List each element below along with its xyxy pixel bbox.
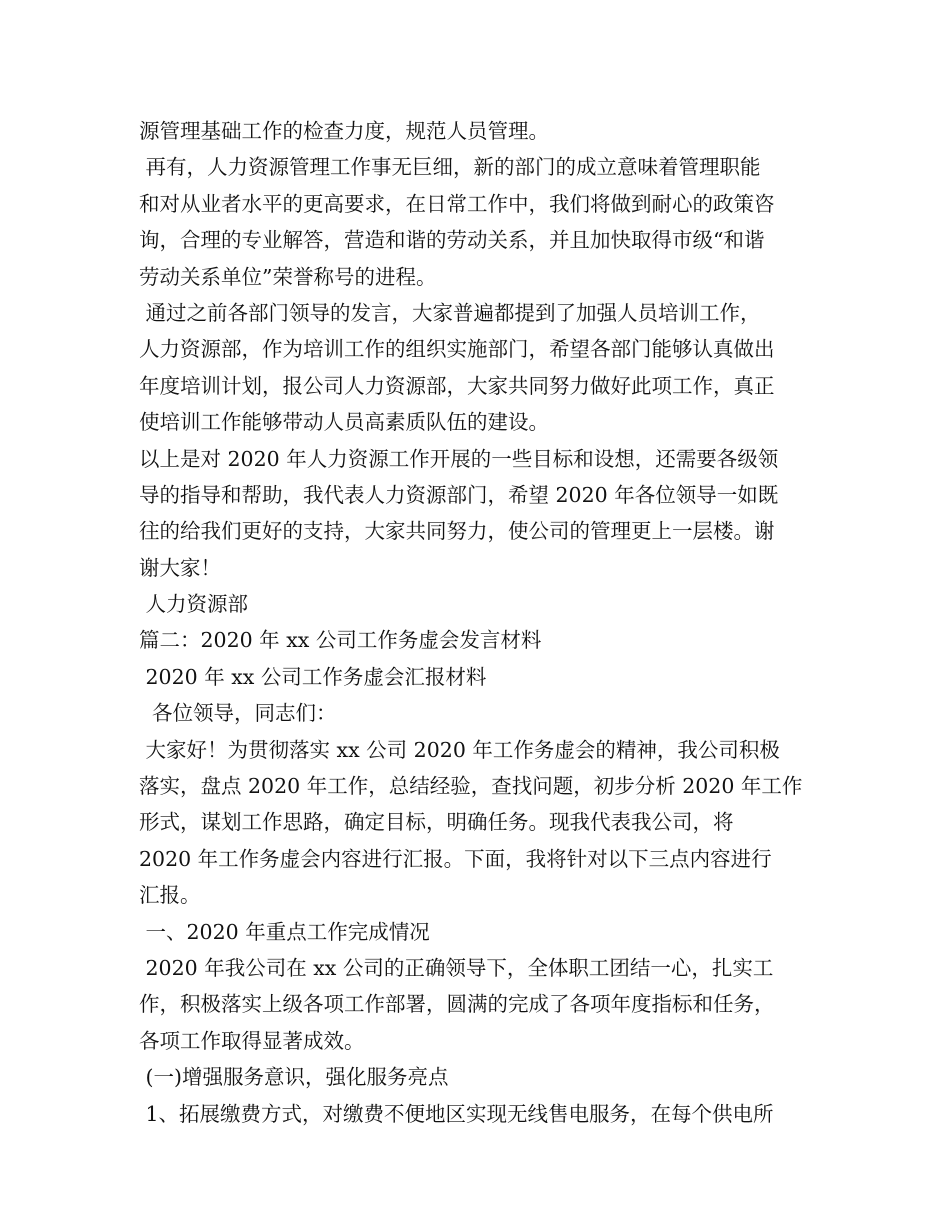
text-line: 询，合理的专业解答，营造和谐的劳动关系，并且加快取得市级“和谐	[139, 228, 765, 253]
text-line: 使培训工作能够带动人员高素质队伍的建设。	[139, 410, 549, 435]
text-line: 各位领导，同志们：	[139, 701, 337, 726]
text-line: 2020 年我公司在 xx 公司的正确领导下，全体职工团结一心，扎实工	[139, 955, 774, 980]
text-line: 2020 年 xx 公司工作务虚会汇报材料	[139, 664, 487, 689]
text-line: 源管理基础工作的检查力度，规范人员管理。	[139, 119, 549, 143]
text-line: 往的给我们更好的支持，大家共同努力，使公司的管理更上一层楼。谢	[139, 519, 775, 544]
text-line: 1、拓展缴费方式，对缴费不便地区实现无线售电服务，在每个供电所	[139, 1101, 774, 1126]
text-line: 人力资源部，作为培训工作的组织实施部门，希望各部门能够认真做出	[139, 337, 775, 362]
text-line: 年度培训计划，报公司人力资源部，大家共同努力做好此项工作，真正	[139, 373, 775, 398]
text-line: 以上是对 2020 年人力资源工作开展的一些目标和设想，还需要各级领	[139, 446, 779, 471]
text-line: 导的指导和帮助，我代表人力资源部门，希望 2020 年各位领导一如既	[139, 482, 779, 507]
text-line: 和对从业者水平的更高要求，在日常工作中，我们将做到耐心的政策咨	[139, 191, 775, 216]
document-body	[139, 113, 815, 1132]
text-line: 人力资源部	[139, 592, 249, 617]
text-line: 通过之前各部门领导的发言，大家普遍都提到了加强人员培训工作，	[139, 300, 761, 325]
text-line: 2020 年工作务虚会内容进行汇报。下面，我将针对以下三点内容进行	[139, 846, 772, 871]
text-line: 各项工作取得显著成效。	[139, 1028, 365, 1053]
text-line: 形式，谋划工作思路，确定目标，明确任务。现我代表我公司，将	[139, 810, 734, 835]
text-line: 劳动关系单位”荣誉称号的进程。	[139, 264, 437, 289]
text-line: 一、2020 年重点工作完成情况	[139, 919, 430, 944]
text-line: 篇二：2020 年 xx 公司工作务虚会发言材料	[139, 628, 542, 653]
text-line: 谢大家！	[139, 555, 221, 580]
text-line: 再有，人力资源管理工作事无巨细，新的部门的成立意味着管理职能	[139, 155, 761, 180]
text-line: 汇报。	[139, 883, 201, 908]
text-line: 落实，盘点 2020 年工作，总结经验，查找问题，初步分析 2020 年工作	[139, 774, 803, 799]
text-line: 作，积极落实上级各项工作部署，圆满的完成了各项年度指标和任务，	[139, 992, 775, 1017]
text-line: 大家好！为贯彻落实 xx 公司 2020 年工作务虚会的精神，我公司积极	[139, 737, 780, 762]
text-line: (一)增强服务意识，强化服务亮点	[139, 1065, 449, 1090]
